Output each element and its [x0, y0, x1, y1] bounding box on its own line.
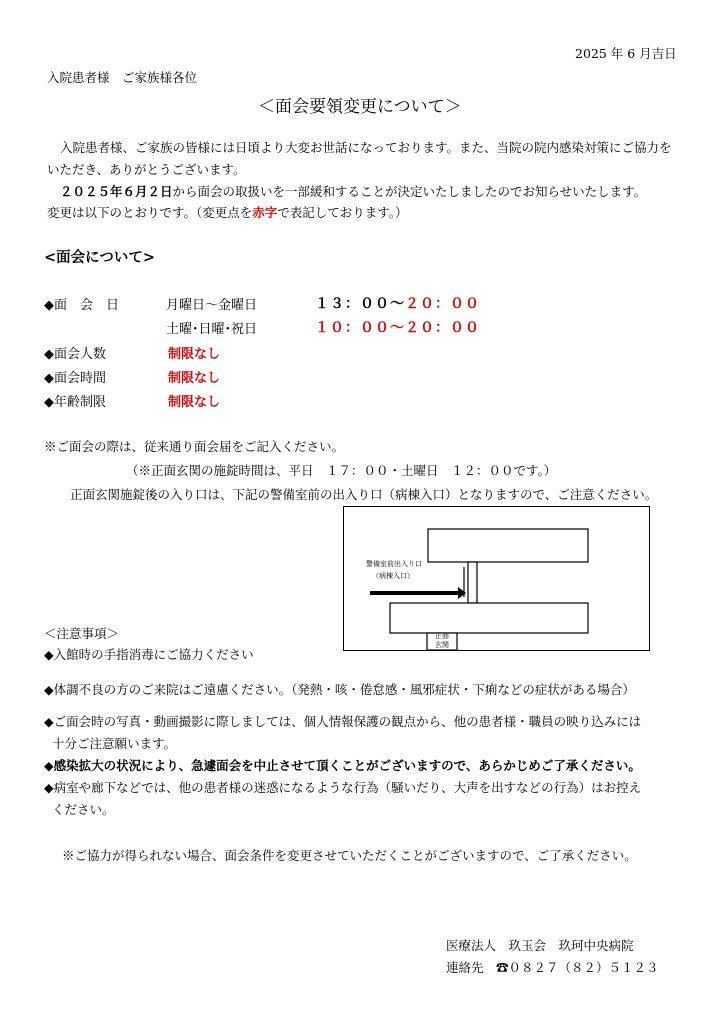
caution-item-1: ◆入館時の手指消毒にご協力ください [44, 647, 254, 662]
entrance-map [343, 506, 650, 651]
page-title: ＜面会要領変更について＞ [258, 97, 462, 117]
visitors-label: ◆面会人数 [44, 347, 106, 362]
front-entrance-label-1: 正面 [435, 632, 449, 640]
effective-date: ２０２５年６月２日 [60, 184, 173, 199]
visitors-value: 制限なし [168, 347, 221, 362]
intro-line-3-text: から面会の取扱いを一部緩和することが決定いたしましたのでお知らせいたします。 [172, 184, 647, 199]
front-entrance-label-2: 玄関 [435, 641, 449, 649]
intro-line-4-post: で表記しております。） [277, 205, 408, 220]
weekday-end: ２０：００ [405, 296, 480, 312]
weekday-start: １３：００～ [315, 296, 405, 312]
section-title: <面会について> [44, 249, 156, 266]
caution-item-5-line-2: ください。 [52, 802, 115, 817]
notice-line-2: （※正面玄関の施錠時間は、平日 １７：００・土曜日 １２：００です。） [126, 463, 557, 478]
weekend-hours: １０：００～２０：００ [315, 320, 480, 336]
intro-line-4-pre: 変更は以下のとおりです。（変更点を [47, 205, 253, 220]
direction-arrow-shaft [370, 591, 458, 595]
intro-line-1: 入院患者様、ご家族の皆様には日頃より大変お世話になっております。また、当院の院内感染対策にご協力を [60, 140, 672, 155]
duration-value: 制限なし [168, 371, 221, 386]
caution-item-5-line-1: ◆病室や廊下などでは、他の患者様の迷惑になるような行為（騒いだり、大声を出すなどの行為）はお控え [44, 780, 642, 795]
intro-line-4 [47, 203, 408, 221]
hospital-name: 医療法人 玖玉会 玖珂中央病院 [446, 938, 634, 953]
lower-building [390, 603, 588, 633]
caution-item-3-line-2: 十分ご注意願います。 [52, 736, 177, 751]
weekend-label: 土曜･日曜･祝日 [166, 322, 258, 337]
recipients: 入院患者様 ご家族様各位 [47, 70, 198, 85]
cautions-heading: ＜注意事項＞ [44, 626, 120, 641]
duration-label: ◆面会時間 [44, 371, 106, 386]
weekday-label: 月曜日～金曜日 [166, 298, 258, 313]
intro-line-3 [60, 182, 646, 200]
entrance-label-1: 警備室前出入り口 [366, 560, 422, 568]
weekday-hours [315, 293, 480, 313]
contact-phone: 連絡先 ☎０８２７（８２）５１２３ [446, 960, 659, 975]
upper-building [428, 529, 588, 562]
document-date: 2025 年 6 月吉日 [575, 46, 677, 61]
closing-note: ※ご協力が得られない場合、面会条件を変更させていただくことがございますので、ご了承ください。 [62, 848, 637, 863]
direction-arrow-icon [458, 587, 466, 599]
notice-line-1: ※ご面会の際は、従来通り面会届をご記入ください。 [44, 439, 345, 454]
age-value: 制限なし [168, 395, 221, 410]
intro-line-2: いただき、ありがとうございます。 [47, 162, 246, 177]
notice-line-3: 正面玄関施錠後の入り口は、下記の警備室前の出入り口（病棟入口）となりますので、ご注意ください。 [70, 487, 658, 502]
caution-item-2: ◆体調不良の方のご来院はご遠慮ください。（発熱・咳・倦怠感・風邪症状・下痢などの症状がある場合） [44, 682, 635, 697]
entrance-label-2: （病棟入口） [372, 572, 414, 580]
age-label: ◆年齢制限 [44, 395, 106, 410]
caution-item-4: ◆感染拡大の状況により、急遽面会を中止させて頂くことがございますので、あらかじめご了承ください。 [44, 758, 641, 773]
red-text-marker: 赤字 [252, 205, 278, 220]
caution-item-3-line-1: ◆ご面会時の写真・動画撮影に際しましては、個人情報保護の観点から、他の患者様・職員の映り込みには [44, 714, 642, 729]
visit-day-label: ◆面 会 日 [44, 298, 119, 313]
